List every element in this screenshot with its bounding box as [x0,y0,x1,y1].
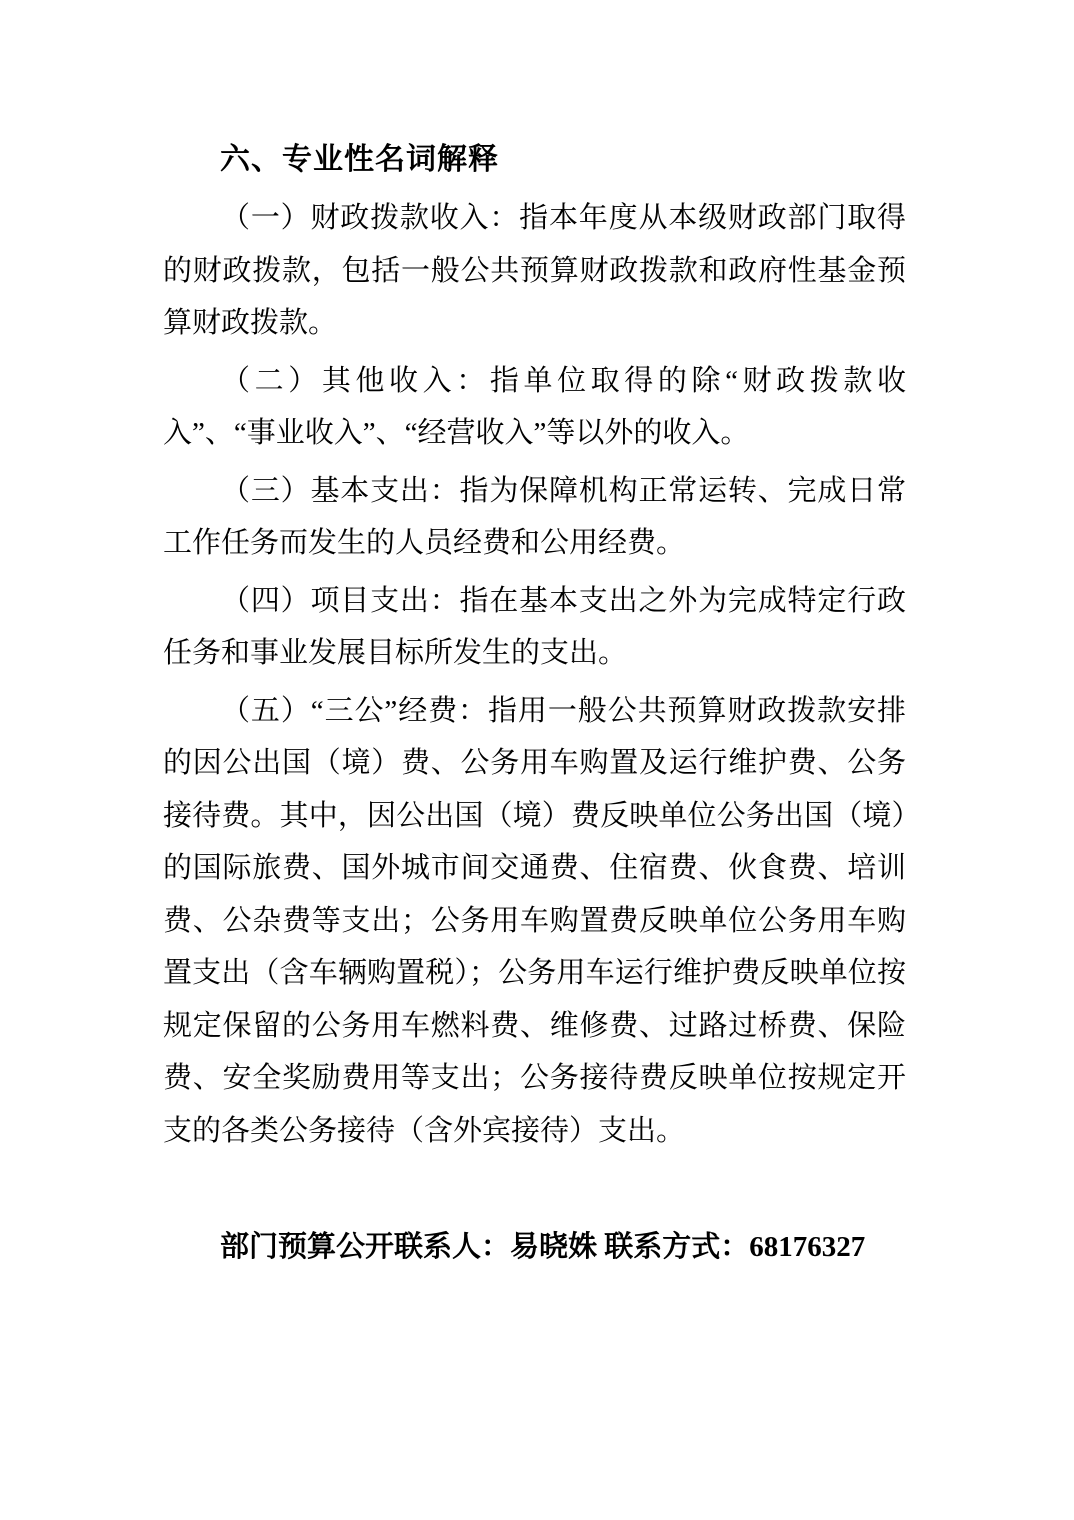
para-basic-expenditure: （三）基本支出：指为保障机构正常运转、完成日常工作任务而发生的人员经费和公用经费。 [163,474,906,559]
budget-contact-footer: 部门预算公开联系人：易晓姝 联系方式：68176327 [220,1231,866,1263]
para-project-expenditure: （四）项目支出：指在基本支出之外为完成特定行政任务和事业发展目标所发生的支出。 [163,584,906,669]
para-other-income: （二）其他收入：指单位取得的除“财政拨款收入”、“事业收入”、“经营收入”等以外的收入。 [163,364,906,449]
para-three-public-funds: （五）“三公”经费：指用一般公共预算财政拨款安排的因公出国（境）费、公务用车购置及运行维护费、公务接待费。其中，因公出国（境）费反映单位公务出国（境）的国际旅费、国外城市间交通费、住宿费、伙食费、培训费、公杂费等支出；公务用车购置费反映单位公务用车购置支出（含车辆购置税）；公务用车运行维护费反映单位按规定保留的公务用车燃料费、维修费、过路过桥费、保险费、安全奖励费用等支出；公务接待费反映单位按规定开支的各类公务接待（含外宾接待）支出。 [163,694,906,1147]
section-heading-glossary: 六、专业性名词解释 [220,143,499,176]
para-fiscal-appropriation-income: （一）财政拨款收入：指本年度从本级财政部门取得的财政拨款，包括一般公共预算财政拨款和政府性基金预算财政拨款。 [163,202,906,339]
